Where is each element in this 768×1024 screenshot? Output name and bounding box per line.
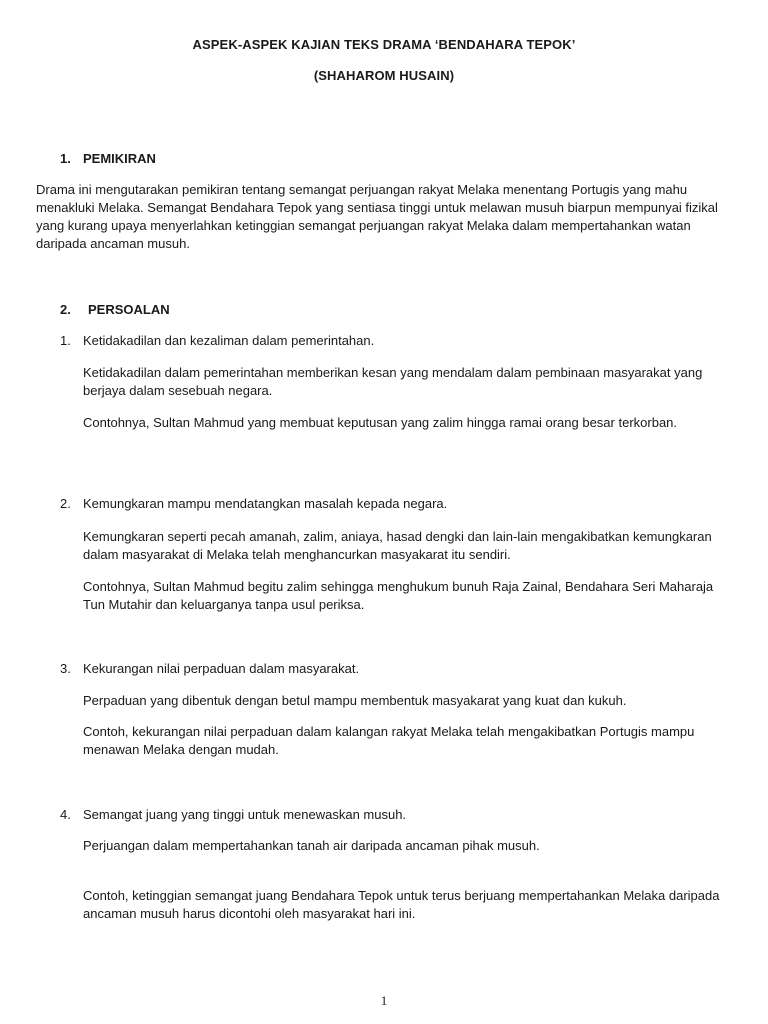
page-number: 1 bbox=[380, 993, 388, 1008]
item-1-explanation: Ketidakadilan dalam pemerintahan memberikan kesan yang mendalam dalam pembinaan masyarakat yang berjaya dalam sesebuah negara. bbox=[83, 365, 703, 398]
item-1-number: 1. bbox=[60, 333, 71, 348]
item-2-title: Kemungkaran mampu mendatangkan masalah kepada negara. bbox=[83, 496, 448, 511]
item-3-explanation: Perpaduan yang dibentuk dengan betul mampu membentuk masyakarat yang kuat dan kukuh. bbox=[83, 693, 627, 708]
item-1-title: Ketidakadilan dan kezaliman dalam pemerintahan. bbox=[83, 333, 375, 348]
section-2-heading: PERSOALAN bbox=[88, 302, 170, 317]
item-2-example: Contohnya, Sultan Mahmud begitu zalim sehingga menghukum bunuh Raja Zainal, Bendahara Seri Maharaja Tun Mutahir dan keluarganya tanpa usul periksa. bbox=[83, 579, 714, 612]
document-title: ASPEK-ASPEK KAJIAN TEKS DRAMA ‘BENDAHARA TEPOK’ bbox=[192, 37, 576, 52]
item-3-title: Kekurangan nilai perpaduan dalam masyarakat. bbox=[83, 661, 360, 676]
item-3-example: Contoh, kekurangan nilai perpaduan dalam kalangan rakyat Melaka telah mengakibatkan Portugis mampu menawan Melaka dengan mudah. bbox=[83, 724, 695, 757]
section-1-heading: PEMIKIRAN bbox=[83, 151, 156, 166]
item-2-explanation: Kemungkaran seperti pecah amanah, zalim, aniaya, hasad dengki dan lain-lain mengakibatkan kemungkaran dalam masyarakat di Melaka telah menghancurkan masyakarat itu sendiri. bbox=[83, 529, 712, 562]
item-4-explanation: Perjuangan dalam mempertahankan tanah air daripada ancaman pihak musuh. bbox=[83, 838, 540, 853]
section-2-number: 2. bbox=[60, 302, 71, 317]
item-4-number: 4. bbox=[60, 807, 71, 822]
section-1-number: 1. bbox=[60, 151, 71, 166]
item-4-example: Contoh, ketinggian semangat juang Bendahara Tepok untuk terus berjuang mempertahankan Melaka daripada ancaman musuh harus dicontohi oleh masyarakat hari ini. bbox=[83, 888, 720, 921]
item-1-example: Contohnya, Sultan Mahmud yang membuat keputusan yang zalim hingga ramai orang besar terkorban. bbox=[83, 415, 678, 430]
document-author: (SHAHAROM HUSAIN) bbox=[313, 68, 455, 83]
item-4-title: Semangat juang yang tinggi untuk menewaskan musuh. bbox=[83, 807, 407, 822]
section-1-paragraph: Drama ini mengutarakan pemikiran tentang semangat perjuangan rakyat Melaka menentang Portugis yang mahu menakluki Melaka. Semangat Bendahara Tepok yang sentiasa tinggi untuk melawan musuh biarpun mempunyai fizikal yang kurang upaya menyerlahkan ketinggian semangat perjuangan rakyat Melaka dalam mempertahankan watan daripada ancaman musuh. bbox=[36, 182, 718, 251]
item-2-number: 2. bbox=[60, 496, 71, 511]
item-3-number: 3. bbox=[60, 661, 71, 676]
